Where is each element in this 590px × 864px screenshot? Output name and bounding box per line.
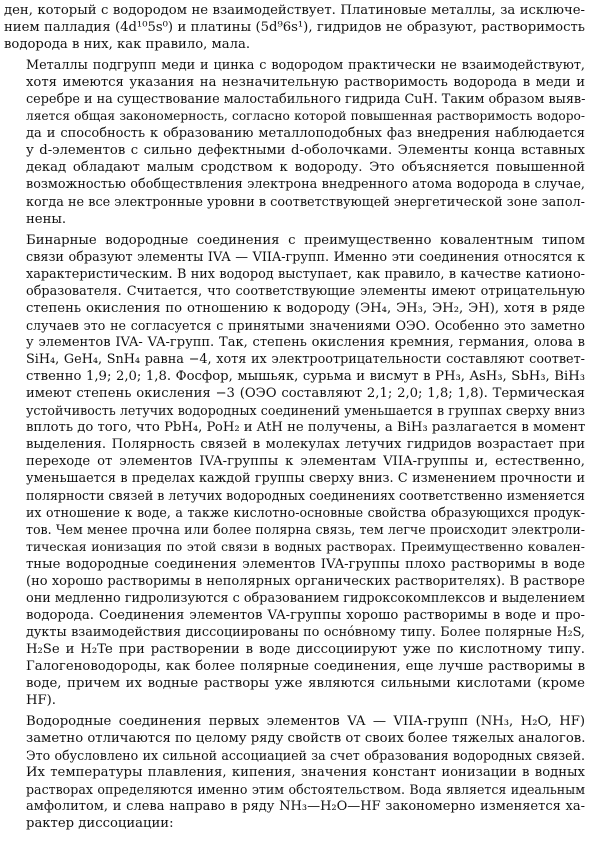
- text-line: их отношение к воде, а также кислотно-основные свойства образующихся продук-: [26, 505, 585, 521]
- text-line: серебре и на существование малостабильного гидрида CuH. Таким образом выяв-: [26, 92, 586, 108]
- text-line: да и способность к образованию металлоподобных фаз внедрения наблюдается: [26, 126, 585, 142]
- text-line: степень окисления по отношению к водороду (ЭH₄, ЭH₃, ЭH₂, ЭH), хотя в ряде: [26, 300, 585, 316]
- paragraph-platinum-metals: [4, 2, 585, 53]
- text-line: когда не все электронные уровни в соответствующей энергетической зоне запол-: [26, 194, 585, 210]
- text-line: декад обладают малым сродством к водороду. Это объясняется повышенной: [26, 160, 585, 176]
- text-line: характеристическим. В них водород выступает, как правило, в качестве катионо-: [26, 266, 585, 282]
- text-line: имеют степень окисления −3 (ОЭО составляют 2,1; 2,0; 1,8; 1,8). Термическая: [26, 386, 585, 402]
- text-line: воде, причем их водные растворы уже являются сильными кислотами (кроме: [26, 675, 585, 691]
- text-line: SiH₄, GeH₄, SnH₄ равна −4, хотя их электроотрицательности составляют соответ-: [26, 351, 585, 367]
- text-line: амфолитом, и слева направо в ряду NH₃—H₂O—HF закономерно изменяется ха-: [26, 799, 585, 815]
- text-line: Галогеноводороды, как более полярные соединения, еще лучше растворимы в: [26, 658, 585, 674]
- text-line: у элементов IVA- VA-групп. Так, степень окисления кремния, германия, олова в: [26, 334, 585, 350]
- text-line: дукты взаимодействия диссоциированы по оснóвному типу. Более полярные H₂S,: [26, 624, 585, 640]
- text-line: ляется общая закономерность, согласно которой повышенная растворимость водоро-: [26, 109, 585, 124]
- text-line: ден, который с водородом не взаимодействует. Платиновые металлы, за исключе-: [4, 3, 585, 18]
- text-line: Водородные соединения первых элементов VA — VIIA-групп (NH₃, H₂O, HF): [26, 713, 585, 729]
- text-line: H₂Se и H₂Te при растворении в воде диссоциируют уже по кислотному типу.: [26, 641, 585, 657]
- text-line: нены.: [26, 211, 67, 227]
- text-line: растворах определяются именно этим обстоятельством. Вода является идеальным: [26, 782, 585, 798]
- text-line: переходе от элементов IVA-группы к элементам VIIA-группы и, естественно,: [26, 454, 585, 470]
- text-line: тическая ионизация по этой связи в водных растворах. Преимущественно ковален-: [26, 539, 585, 555]
- text-line: полярности связей в летучих водородных соединениях соответственно изменяется: [26, 488, 585, 504]
- text-line: Их температуры плавления, кипения, значения констант ионизации в водных: [26, 765, 585, 781]
- text-line: HF).: [26, 692, 56, 708]
- text-line: хотя имеются указания на незначительную растворимость водорода в меди и: [26, 75, 585, 91]
- text-line: тов. Чем менее прочна или более полярна связь, тем легче происходит электроли-: [26, 522, 585, 538]
- text-line: заметно отличаются по целому ряду свойств от своих более тяжелых аналогов.: [26, 730, 586, 746]
- text-line: уменьшается в пределах каждой группы сверху вниз. С изменением прочности и: [26, 471, 585, 487]
- text-line: связи образуют элементы IVA — VIIA-групп. Именно эти соединения относятся к: [26, 249, 585, 265]
- text-line: ственно 1,9; 2,0; 1,8. Фосфор, мышьяк, сурьма и висмут в PH₃, AsH₃, SbH₃, BiH₃: [26, 368, 585, 384]
- paragraph-first-elements-hydrides: [4, 713, 585, 832]
- text-line: нием палладия (4d¹⁰5s⁰) и платины (5d⁹6s¹), гидридов не образуют, растворимость: [4, 20, 585, 36]
- text-line: (но хорошо растворимы в неполярных органических растворителях). В растворе: [26, 573, 585, 589]
- text-line: вплоть до того, что PbH₄, PoH₂ и AtH не получены, а BiH₃ разлагается в момент: [26, 420, 586, 436]
- text-line: водорода в них, как правило, мала.: [4, 37, 251, 53]
- text-line: Бинарные водородные соединения с преимущественно ковалентным типом: [26, 232, 585, 248]
- text-line: они медленно гидролизуются с образованием гидроксокомплексов и выделением: [26, 590, 585, 606]
- text-line: устойчивость летучих водородных соединений уменьшается в группах сверху вниз: [26, 403, 585, 419]
- text-line: Металлы подгрупп меди и цинка с водородом практически не взаимодействуют,: [26, 58, 585, 74]
- text-line: выделения. Полярность связей в молекулах летучих гидридов возрастает при: [26, 437, 585, 453]
- text-line: тные водородные соединения элементов IVA-группы плохо растворимы в воде: [26, 556, 585, 572]
- paragraph-copper-zinc-subgroups: [4, 57, 585, 227]
- text-line: рактер диссоциации:: [26, 816, 174, 832]
- text-line: образователя. Считается, что соответствующие элементы имеют отрицательную: [26, 283, 585, 299]
- paragraph-binary-hydrogen-compounds: [4, 232, 585, 709]
- text-line: водорода. Соединения элементов VA-группы хорошо растворимы в воде и про-: [26, 607, 585, 623]
- text-line: случаев это не согласуется с принятыми значениями ОЭО. Особенно это заметно: [26, 317, 585, 333]
- text-line: Это обусловлено их сильной ассоциацией за счет образования водородных связей.: [26, 748, 585, 764]
- text-line: у d-элементов с сильно дефектными d-оболочками. Элементы конца вставных: [26, 143, 585, 159]
- text-line: возможностью обобществления электрона внедренного атома водорода в случае,: [26, 177, 585, 193]
